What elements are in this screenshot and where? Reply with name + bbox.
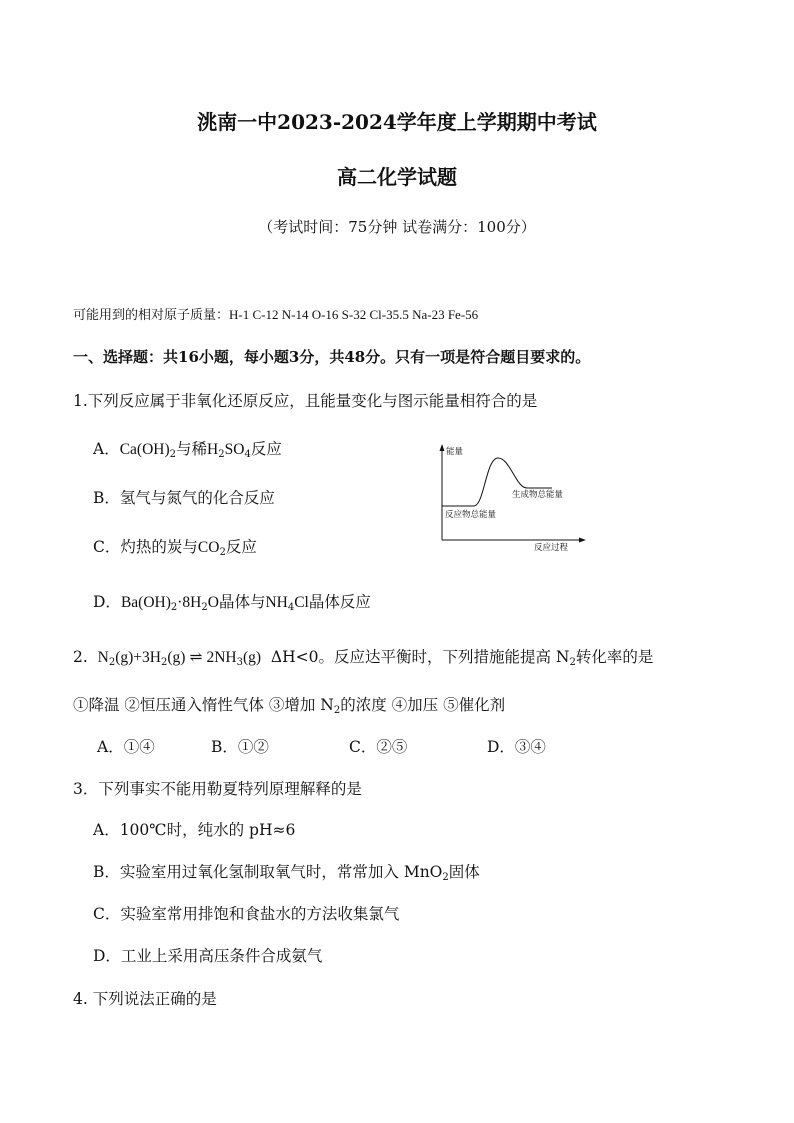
process-axis-arrow-icon [579, 538, 586, 543]
question-2-stem: 2. $N_2(g)+3H_2(g)$ ⇌ $2NH_3(g)$ ΔH<0。反应达平衡时，下列措施能提高 $N_2$转化率的是 [73, 648, 654, 668]
energy-axis-label: 能量 [446, 447, 464, 457]
question-1-option-a: A．$Ca(OH)_2$与稀$H_2SO_4$反应 [93, 440, 282, 460]
question-3-option-b: B．实验室用过氧化氢制取氧气时，常常加入 MnO$_2$固体 [93, 863, 480, 883]
question-4-stem: 4. 下列说法正确的是 [73, 990, 217, 1008]
question-1-option-d: D．$Ba(OH)_2\cdot 8H_2O$晶体与$NH_4Cl$晶体反应 [93, 593, 371, 613]
atomic-masses [73, 304, 478, 323]
question-3-option-d: D．工业上采用高压条件合成氨气 [93, 947, 323, 965]
exam-title: 洮南一中2023-2024学年度上学期期中考试 [197, 110, 597, 134]
question-2-option-c: C．②⑤ [349, 738, 408, 756]
atomic-masses-values: H-1 C-12 N-14 O-16 S-32 Cl-35.5 Na-23 Fe-56 [229, 307, 479, 322]
question-2-option-a: A．①④ [97, 738, 155, 756]
exam-info: （考试时间：75分钟 试卷满分：100分） [258, 218, 536, 236]
products-energy-label: 生成物总能量 [512, 490, 564, 500]
question-2-option-b: B．①② [211, 738, 269, 756]
question-2-option-d: D．③④ [487, 738, 546, 756]
equilibrium-arrow-icon: ⇌ [189, 648, 203, 666]
question-1-stem: 1.下列反应属于非氧化还原反应，且能量变化与图示能量相符合的是 [73, 392, 538, 410]
question-1-option-b: B．氢气与氮气的化合反应 [93, 489, 275, 507]
energy-axis-arrow-icon [440, 444, 445, 451]
question-3-option-c: C．实验室常用排饱和食盐水的方法收集氯气 [93, 905, 400, 923]
energy-diagram [432, 442, 592, 557]
question-3-stem: 3．下列事实不能用勒夏特列原理解释的是 [73, 780, 362, 798]
process-axis-label: 反应过程 [534, 543, 569, 553]
reactants-energy-label: 反应物总能量 [445, 510, 497, 520]
exam-subtitle: 高二化学试题 [337, 165, 457, 189]
atomic-masses-label: 可能用到的相对原子质量： [73, 308, 230, 323]
section-heading: 一、选择题：共16小题，每小题3分，共48分。只有一项是符合题目要求的。 [73, 348, 591, 366]
question-1-option-c: C．灼热的炭与$CO_2$反应 [93, 538, 257, 558]
question-2-measures: ①降温 ②恒压通入惰性气体 ③增加 $N_2$的浓度 ④加压 ⑤催化剂 [73, 696, 506, 716]
question-3-option-a: A．100℃时，纯水的 pH≈6 [93, 821, 296, 839]
